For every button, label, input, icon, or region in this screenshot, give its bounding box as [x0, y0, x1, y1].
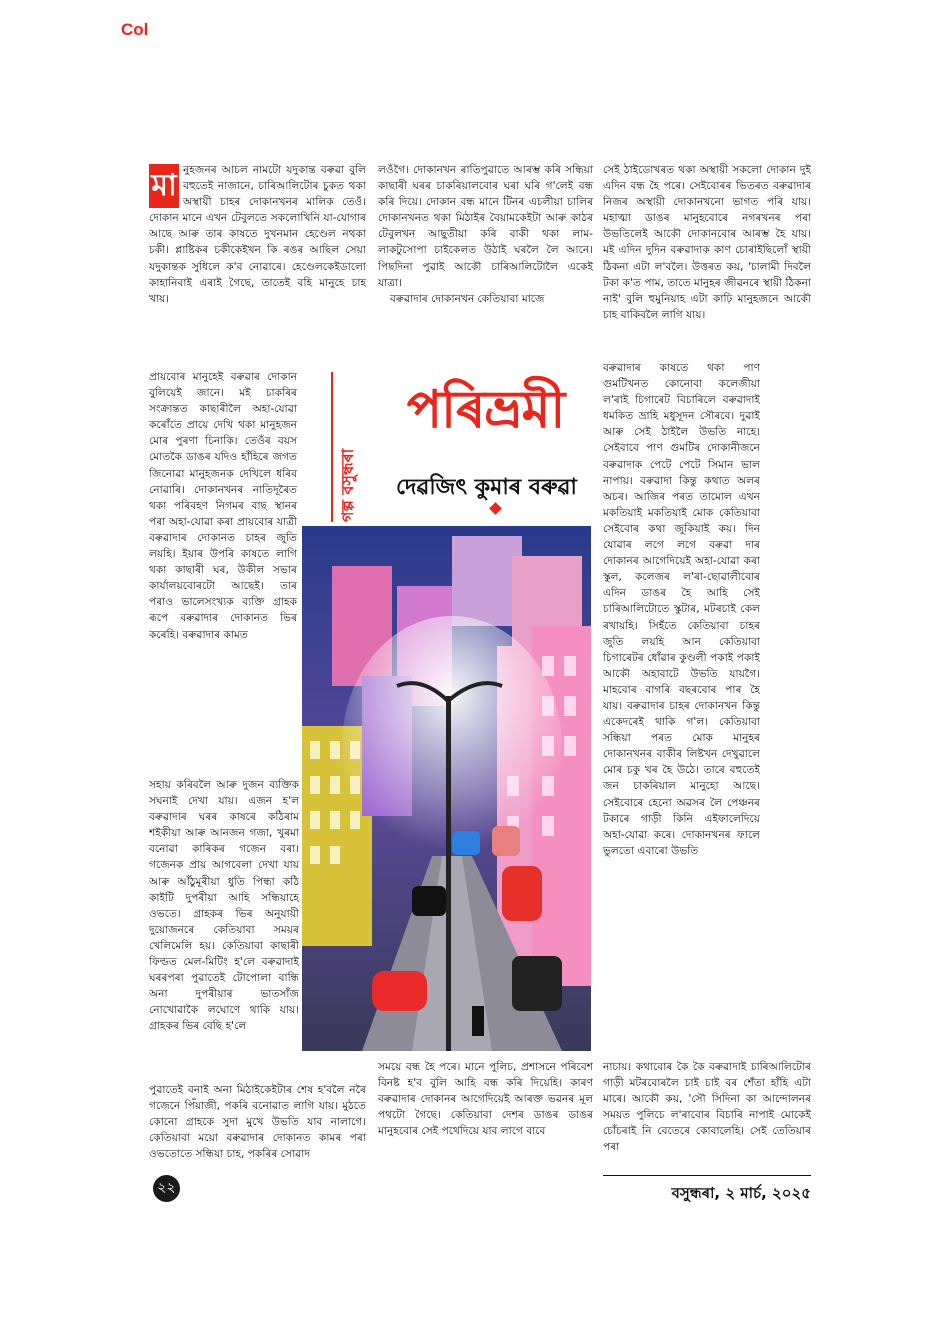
- paragraph: সহায় কৰিবলৈ আৰু দুজন ব্যক্তিক সঘনাই দেখা যায়। এজন হ'ল বৰুৱাদাৰ ঘৰৰ কাষৰে কঠিৰাম শইকীয়া আৰু আনজন গজা, খুৰমা বনোৱা কাৰিকৰ গজেন বৰা। গজেনক প্ৰায় আগবেলা দেখা যায় আৰু আঁঠুমূৰীয়া ধুতি পিন্ধা কঠি কাইটি দুপৰীয়া আহি সন্ধিয়াহে ওভতে। গ্ৰাহকৰ ভিৰ অনুযায়ী দুয়োজনৰে কেতিয়াবা সময়ৰ খেলিমেলি হয়। কেতিয়াবা কাছাৰী ফিল্ডত মেল-মিটিং হ'লে বৰুৱাদাই ঘৰৰপৰা পুৱাতেই টোপোলা বান্ধি অনা দুপৰীয়াৰ ভাতসাঁজ নোখোৱাকৈ লঘোণে থাকি যায়। গ্ৰাহকৰ ভিৰ বেছি হ'লে: [149, 779, 299, 1033]
- city-street-illustration: [302, 526, 591, 1051]
- paragraph: পুৱাতেই বনাই অনা মিঠাইকেইটাৰ শেষ হ'বলৈ নৰৈ গজেনে পিঁয়াজী, পকৰি বনোৱাত লাগি যায়। মুঠতে কোনো গ্ৰাহকে সুদা মুখে উভতি যাব নালাগে। কেতিয়াবা ময়ো বৰুৱাদাৰ দোকানত কামৰ পৰা ওভতোতে সন্ধিয়া চাহ, পকৰিৰ সোৱাদ: [149, 1084, 366, 1161]
- section-label-vertical: [301, 372, 363, 522]
- column-1-bottom: [149, 1082, 366, 1190]
- story-author: দেৱজিৎ কুমাৰ বৰুৱা: [396, 475, 577, 500]
- paragraph: নুহজনৰ আচল নামটো যদুকান্ত বৰুৱা বুলি বহুতেই নাজানে, চাৰিআলিটোৰ চুকত থকা অস্থায়ী চাহৰ দোকানখনৰ মালিক তেওঁ। দোকান মানে এখন টেবুলতে সকলোখিনি যা-যোগাৰ আছে আৰু তাৰ কাষতে দুখনমান হেণ্ডেল নথকা চকী। প্লাষ্টিকৰ চকীকেইখন কি ৰঙৰ আছিল সেয়া যদুকান্তক সুধিলে ক'ব নোৱাৰে। হেণ্ডেলকেইডালো কাহানিবাই এৰাই গৈছে, তাতেই বহি মানুহে চাহ খায়।: [149, 164, 366, 305]
- column-3-middle: [603, 360, 760, 1058]
- column-2-top: [378, 162, 593, 342]
- story-title: পৰিভ্ৰমী: [406, 380, 565, 440]
- section-label-text: গল্প বসুন্ধৰা: [338, 448, 357, 522]
- paragraph: নাচায়। কথাবোৰ কৈ কৈ বৰুৱাদাই চাৰিআলিটোৰ গাড়ী মটৰবোৰলৈ চাই চাই বৰ শেঁতা হাঁহি এটা মাৰে। আকৌ কয়, 'সৌ সিদিনা কা আন্দোলনৰ সময়ত পুলিচে ল'ৰাবোৰ বিচাৰি নাপাই মোকেই চোঁচৰাই নি বেতেৰে কোবালেহি। সেই তেতিয়াৰ পৰা: [603, 1061, 811, 1154]
- column-3-bottom: [603, 1059, 811, 1183]
- drop-cap: মা: [149, 164, 179, 208]
- paragraph: প্ৰায়বোৰ মানুহেই বৰুৱাৰ দোকান বুলিয়েই জানে। মই চাকৰিৰ সংক্ৰান্তত কাছাৰীলৈ অহা-যোৱা কৰোঁতে প্ৰায়ে দেখি থকা মানুহজন মোৰ পুৰণা চিনাকি। তেওঁৰ বয়স মোতকৈ ডাঙৰ যদিও হাঁহিৰে জগত জিনোৱা মানুহজনক দেখিলে ধৰিব নোৱাৰি। দোকানখনৰ নাতিদূৰৈত থকা পৰিবহণ নিগমৰ বাছ স্থানৰ পৰা অহা-যোৱা কৰা প্ৰায়বোৰ যাত্ৰী বৰুৱাদাৰ দোকানত চাহৰ জুতি লয়হি। ইয়াৰ উপৰি কাষতে লাগি থকা কাছাৰী ঘৰ, উকীল সভাৰ কাৰ্যালয়বোৰটো আছেই। তাৰ পৰাও ভালেসংখ্যক ব্যক্তি গ্ৰাহক ৰূপে বৰুৱাদাৰ দোকানত ভিৰ কৰেহি। বৰুৱাদাৰ কামত: [149, 371, 297, 641]
- paragraph: লওঁগৈ। দোকানখন ৰাতিপুৱাতে আৰম্ভ কৰি সন্ধিয়া কাছাৰী ঘৰৰ চাকৰিয়ালবোৰ ঘৰা ঘৰি গ'লেই বন্ধ কৰি দিয়ে। দোকান বন্ধ মানে টিনৰ এচলীয়া চালিৰ দোকানখনত থকা মিঠাইৰ বৈয়ামকেইটা আৰু কাঠৰ টেবুলখন আছুতীয়া কৰি বাকী থকা লাম-লাকটুসোপা চাইকেলত উঠাই ঘৰলৈ লৈ আনে। পিছদিনা পুৱাই আকৌ চাৰিআলিটোলৈ একেই যাত্ৰা।: [378, 164, 593, 289]
- paragraph: বৰুৱাদাৰ দোকানখন কেতিয়াবা মাজে: [390, 292, 545, 305]
- paragraph: সময়ে বন্ধ হৈ পৰে। মানে পুলিচ, প্ৰশাসনে পৰিবেশ বিনষ্ট হ'ব বুলি আহি বন্ধ কৰি দিয়েহি। কাৰণ বৰুৱাদাৰ দোকানৰ আগেদিয়েই আৰক্ত ভৱনৰ মূল পথটো গৈছে। কেতিয়াবা দেশৰ ডাঙৰ ডাঙৰ মানুহবোৰ সেই পথেদিয়ে যাব লাগে বাবে: [378, 1061, 593, 1138]
- column-1-middle: [149, 369, 297, 776]
- column-1-top: [149, 162, 366, 367]
- column-1-lower: [149, 777, 299, 1081]
- paragraph: বৰুৱাদাৰ কাষতে থকা পাণ গুমটিখনত কোনোবা কলেজীয়া ল'ৰাই চিগাৰেট বিচাৰিলে বৰুৱাদাই ধমকিত ভ্ৰাহি মধুসূদন সৌৰবে। দুৱাই আৰু সেই ঠাইলৈ উভতি নাহে। সেইবাবে পাণ গুমটিৰ দোকানীজনে বৰুৱাদাক পেটে পেটে সিমান ভাল নাপায়। বৰুৱাদা কিন্তু কথাত অলৰ অচৰ। আজিৰ পৰত তামোল এখন মকতিয়াই মকতিয়াই মোক কেতিয়াবা সেইবোৰ কথা জুকিয়াই কয়। দিন যোৱাৰ লগে লগে বৰুৱা দাৰ দোকানৰ আগেদিয়েই অহা-যোৱা কৰা স্কুল, কলেজৰ ল'ৰা-ছোৱালীবোৰ এদিন ডাঙৰ হৈ আহি সেই চাৰিআলিটোতে স্কুটাৰ, মটৰচাই কেল ৰখায়হি। সিহঁতে কেতিয়াবা চাহৰ জুতি লয়হি আন কেতিয়াবা চিগাৰেটৰ ধোঁৱাৰ কুণ্ডলী পকাই পকাই আকৌ অহাবাটে উভতি যায়গৈ। মাহবোৰ বাগৰি বছৰবোৰ পাৰ হৈ যায়। বৰুৱাদাৰ চাহৰ দোকানখন কিন্তু একেদৰেই থাকি গ'ল। কেতিয়াবা সন্ধিয়া পৰত মোক মানুহৰ দোকানখনৰ বাকীৰ লিষ্টখন দেখুৱালে মোৰ চকু খৰ হৈ উঠে। তাৰে বহুতেই জন চাকৰিয়াল মানুহো আছে। সেইবোৰে হেনো অৱসৰ লৈ পেঞ্চনৰ টকাৰে গাড়ী কিনি এইফালেদিয়ে অহা-যোৱা কৰে। দোকানখনৰ ফালে ভুলতো এবাৰো উভতি: [603, 362, 760, 857]
- page-number: ২২: [153, 1175, 180, 1202]
- column-3-top: [603, 162, 811, 358]
- section-tag: Col: [121, 20, 149, 39]
- column-2-bottom: [378, 1059, 593, 1183]
- publication-line: বসুন্ধৰা, ২ মাৰ্চ, ২০২৫: [671, 1184, 811, 1202]
- paragraph: সেই ঠাইডোখৰত থকা অস্থায়ী সকলো দোকান দুই এদিন বন্ধ হৈ পৰে। সেইবোৰৰ ভিতৰত বৰুৱাদাৰ নিজৰ অস্থায়ী দোকানখনো ভাগত পৰি যায়। মহাত্মা ডাঙৰ মানুহবোৰে নগৰখনৰ পৰা উভতিলেই আকৌ দোকানবোৰ আৰম্ভ হৈ যায়। মই এদিন দুদিন বৰুৱাদাক কাণ চোৰাইছিলোঁ স্থায়ী ঠিকনা এটা ল'বলৈ। উত্তৰত কয়, 'চালামী দিবলৈ টকা ক'ত পাম, তাতে মানুহৰ জীৱনৰে স্থায়ী ঠিকনা নাই' বুলি হুমুনিয়াহ এটা কাঢ়ি মানুহজনে আকৌ চাহ বাকিবলৈ লাগি যায়।: [603, 164, 811, 321]
- footer-rule: [603, 1175, 811, 1176]
